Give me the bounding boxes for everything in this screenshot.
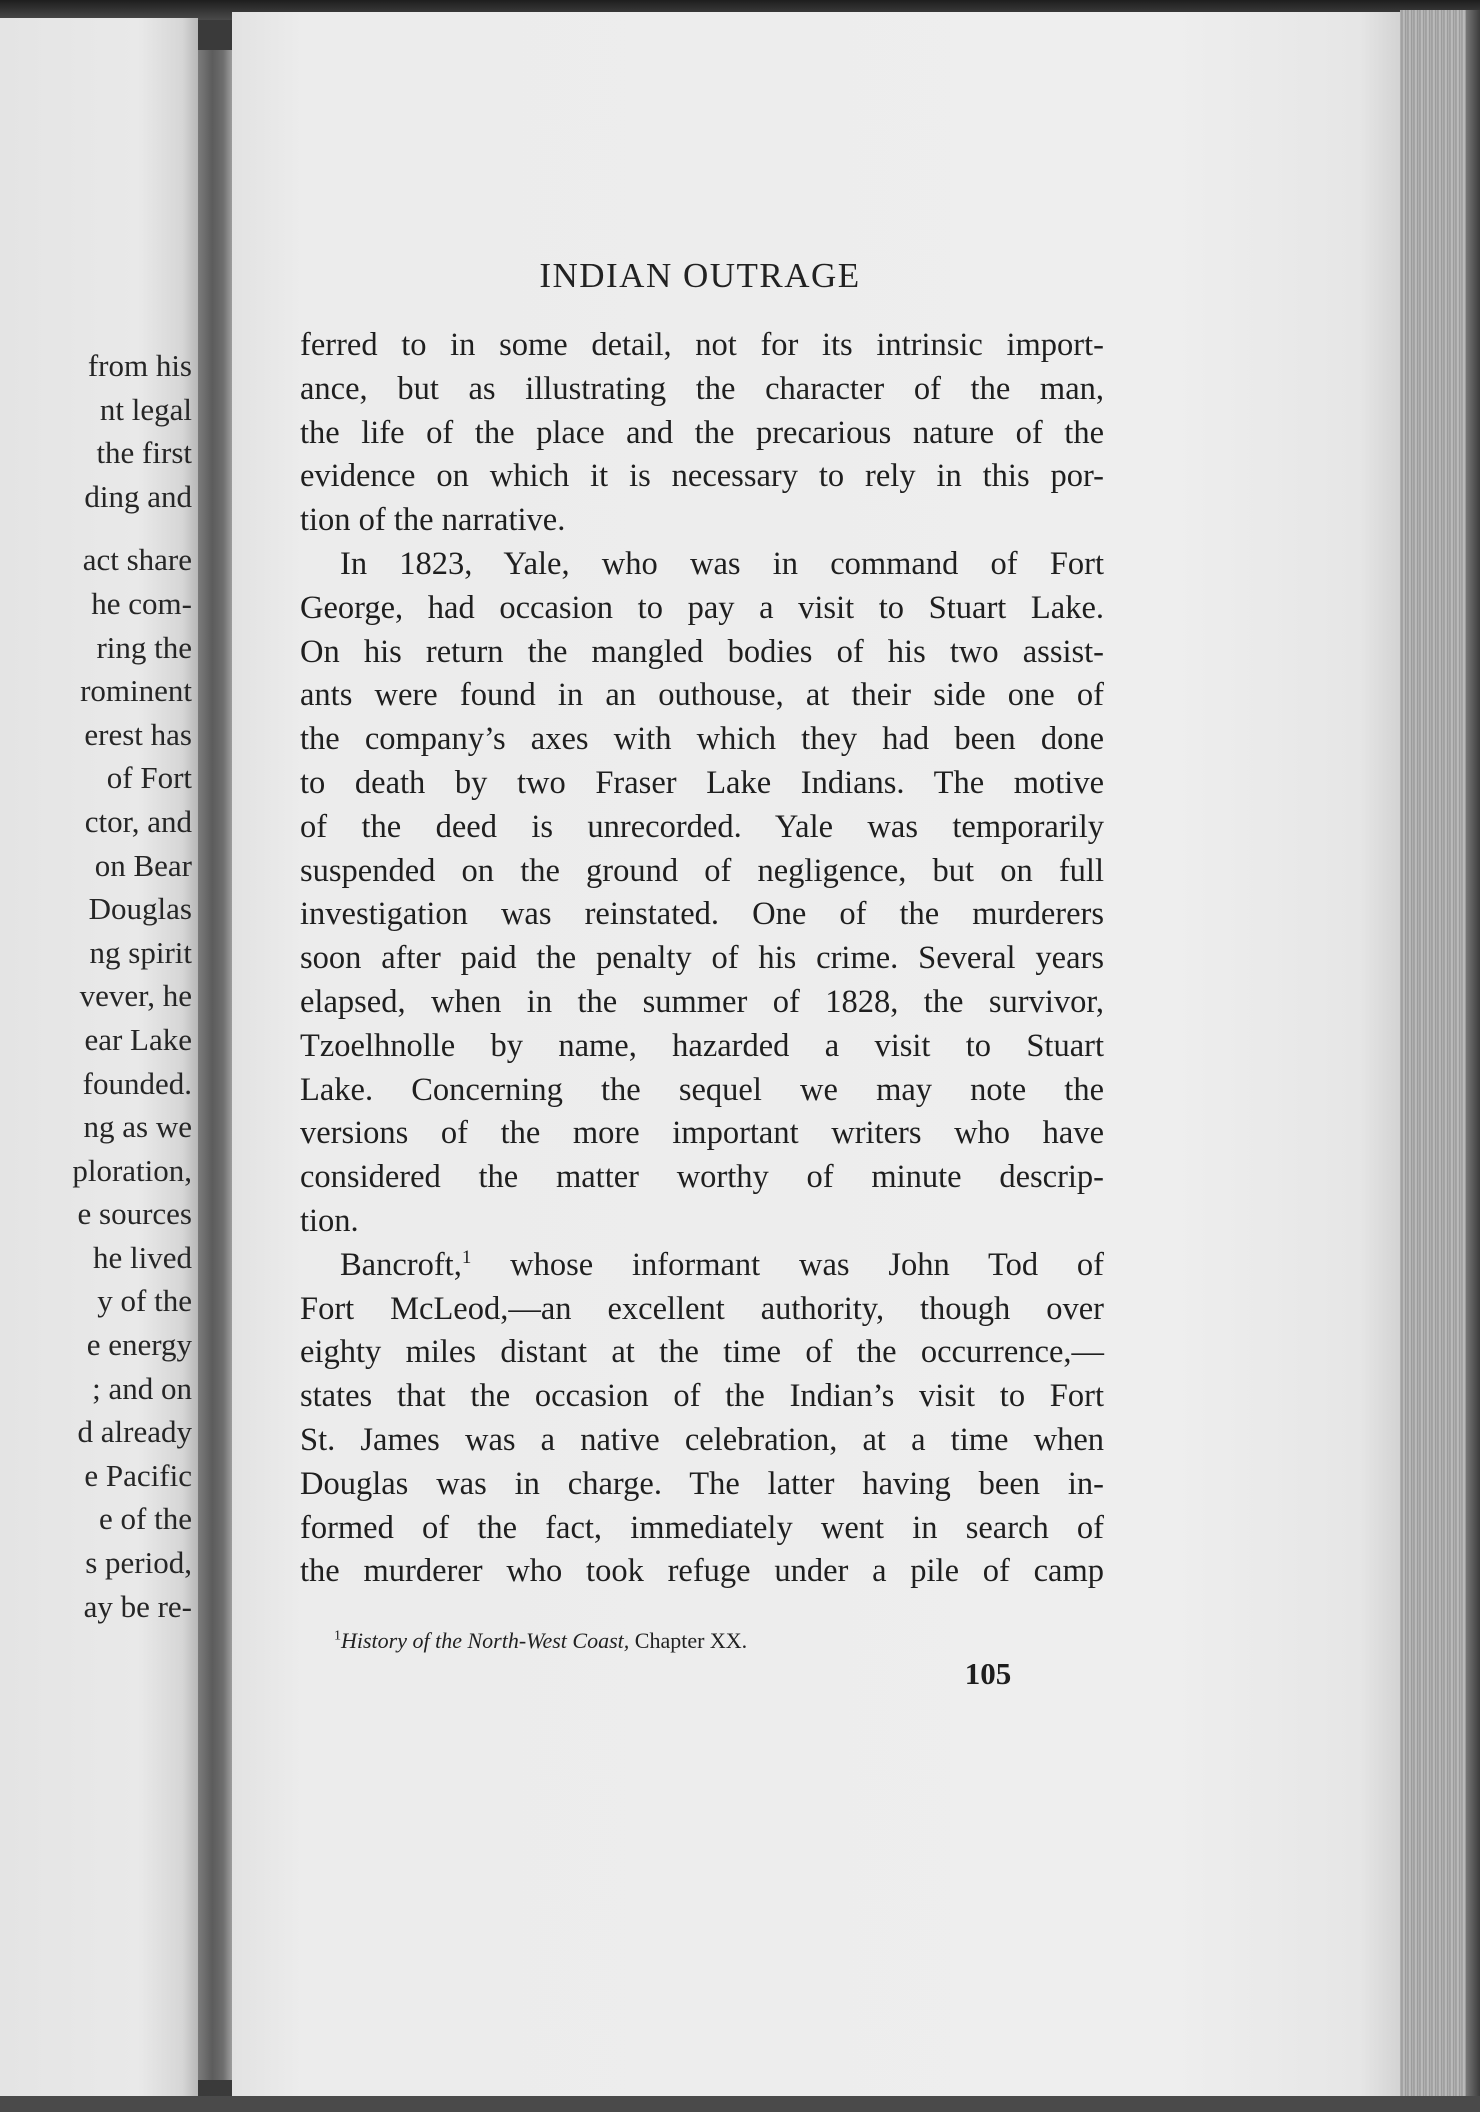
text-line: tion. (300, 1202, 359, 1239)
left-text-line: ay be re- (83, 1588, 192, 1624)
text-line: formed of the fact, immediately went in search of (300, 1509, 1104, 1546)
text-line: On his return the mangled bodies of his two assist- (300, 633, 1104, 670)
footnote (334, 1628, 1034, 1654)
paragraph (300, 324, 1104, 543)
left-text-line: from his (87, 348, 192, 383)
text-line (300, 1244, 1104, 1288)
text-line: the company’s axes with which they had been done (300, 721, 1104, 758)
left-text-line: ding and (84, 478, 192, 514)
text-line: soon after paid the penalty of his crime. Several years (300, 940, 1104, 977)
left-text-line: e Pacific (84, 1457, 192, 1493)
text-line: Lake. Concerning the sequel we may note the (300, 1071, 1104, 1108)
paragraph (300, 1244, 1104, 1594)
left-text-line: of Fort (106, 760, 192, 796)
text-line: evidence on which it is necessary to rely in this por- (300, 458, 1104, 495)
left-text-line: d already (77, 1414, 192, 1450)
text-line: ants were found in an outhouse, at their side one of (300, 677, 1104, 714)
left-text-line: y of the (97, 1283, 192, 1319)
text-line: ferred to in some detail, not for its intrinsic import- (300, 327, 1104, 363)
left-text-line: ng spirit (89, 934, 192, 970)
text-line: St. James was a native celebration, at a time when (300, 1421, 1104, 1458)
left-facing-page (0, 18, 198, 2098)
text-line: ance, but as illustrating the character of the man, (300, 370, 1104, 407)
left-text-line: ring the (96, 629, 192, 665)
text-line: versions of the more important writers who have (300, 1115, 1104, 1152)
footnote-title: History of the North-West Coast, (341, 1628, 630, 1653)
paragraph-gap (2, 518, 192, 538)
left-text-line: ear Lake (84, 1021, 192, 1057)
text-line: Douglas was in charge. The latter having been in- (300, 1465, 1104, 1502)
text-line: George, had occasion to pay a visit to Stuart Lake. (300, 589, 1104, 626)
text-line: Fort McLeod,—an excellent authority, though over (300, 1290, 1104, 1327)
left-text-line: ; and on (92, 1370, 192, 1406)
left-text-line: e of the (99, 1501, 192, 1537)
footnote-rest: Chapter XX. (629, 1628, 748, 1653)
left-text-line: he lived (93, 1239, 192, 1275)
text-line: the murderer who took refuge under a pile of camp (300, 1553, 1104, 1590)
page-edges (1400, 10, 1480, 2112)
text-line: eighty miles distant at the time of the occurrence,— (300, 1334, 1104, 1371)
left-text-line: ploration, (72, 1152, 192, 1188)
text-fragment: whose informant was John Tod of (471, 1246, 1104, 1283)
footnote-marker: 1 (461, 1246, 472, 1268)
left-text-line: he com- (91, 585, 192, 621)
left-text-line: ng as we (83, 1109, 192, 1145)
left-text-line: erest has (84, 716, 192, 752)
left-text-line: rominent (80, 673, 192, 709)
left-text-line: ctor, and (84, 803, 192, 839)
text-line: the life of the place and the precarious nature of the (300, 414, 1104, 451)
left-text-line: e energy (86, 1327, 192, 1363)
text-line: investigation was reinstated. One of the murderers (300, 896, 1104, 933)
text-line: In 1823, Yale, who was in command of Fort (340, 545, 1104, 582)
text-line: tion of the narrative. (300, 502, 566, 539)
text-line: considered the matter worthy of minute descrip- (300, 1159, 1104, 1196)
text-line: of the deed is unrecorded. Yale was temporarily (300, 808, 1104, 845)
left-text-line: the first (96, 435, 192, 471)
left-text-line: e sources (77, 1196, 192, 1232)
paragraph (300, 543, 1104, 1244)
text-line: suspended on the ground of negligence, but on full (300, 852, 1104, 889)
body-text (300, 324, 1104, 1594)
footnote-number: 1 (334, 1628, 341, 1644)
text-line: states that the occasion of the Indian’s visit to Fort (300, 1378, 1104, 1415)
page-number: 105 (964, 1656, 1012, 1691)
text-line: to death by two Fraser Lake Indians. The motive (300, 764, 1104, 801)
text-line: elapsed, when in the summer of 1828, the survivor, (300, 983, 1104, 1020)
left-text-line: Douglas (88, 891, 192, 927)
scan-bottom-edge (0, 2096, 1480, 2112)
text-line: Tzoelhnolle by name, hazarded a visit to Stuart (300, 1027, 1104, 1064)
left-text-line: vever, he (79, 978, 192, 1014)
bancroft-word: Bancroft, (340, 1246, 462, 1283)
left-text-line: on Bear (94, 847, 192, 883)
left-text-line: act share (82, 542, 192, 578)
left-page-text (2, 344, 192, 1628)
left-text-line: nt legal (99, 391, 192, 427)
left-text-line: founded. (82, 1065, 192, 1101)
book-gutter (198, 50, 234, 2080)
running-head: INDIAN OUTRAGE (539, 256, 861, 295)
left-text-line: s period, (85, 1545, 192, 1581)
